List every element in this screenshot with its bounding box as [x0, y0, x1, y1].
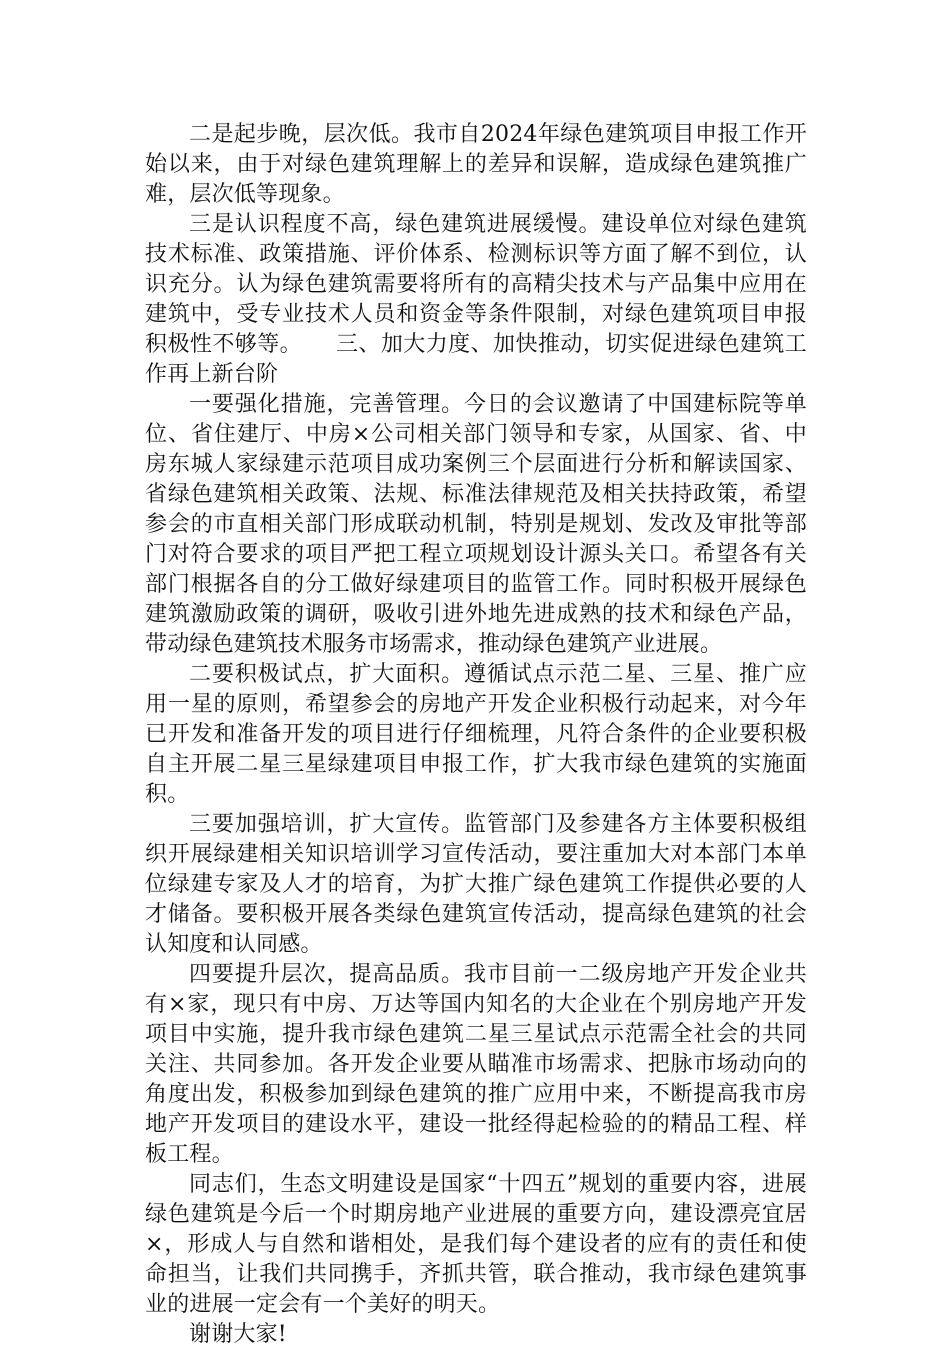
document-body	[145, 120, 807, 1350]
paragraph-3: 一要强化措施，完善管理。今日的会议邀请了中国建标院等单位、省住建厅、中房×公司相关部门领导和专家，从国家、省、中房东城人家绿建示范项目成功案例三个层面进行分析和解读国家、省绿色建筑相关政策、法规、标准法律规范及相关扶持政策，希望参会的市直相关部门形成联动机制，特别是规划、发改及审批等部门对符合要求的项目严把工程立项规划设计源头关口。希望各有关部门根据各自的分工做好绿建项目的监管工作。同时积极开展绿色建筑激励政策的调研，吸收引进外地先进成熟的技术和绿色产品，带动绿色建筑技术服务市场需求，推动绿色建筑产业进展。	[145, 392, 807, 657]
paragraph-4: 二要积极试点，扩大面积。遵循试点示范二星、三星、推广应用一星的原则，希望参会的房地产开发企业积极行动起来，对今年已开发和准备开发的项目进行仔细梳理，凡符合条件的企业要积极自主开展二星三星绿建项目申报工作，扩大我市绿色建筑的实施面积。	[145, 662, 807, 807]
paragraph-5: 三要加强培训，扩大宣传。监管部门及参建各方主体要积极组织开展绿建相关知识培训学习宣传活动，要注重加大对本部门本单位绿建专家及人才的培育，为扩大推广绿色建筑工作提供必要的人才储备。要积极开展各类绿色建筑宣传活动，提高绿色建筑的社会认知度和认同感。	[145, 812, 807, 957]
closing-line: 谢谢大家!	[189, 1322, 287, 1347]
paragraph-1: 二是起步晚，层次低。我市自2024年绿色建筑项目申报工作开始以来，由于对绿色建筑理解上的差异和误解，造成绿色建筑推广难，层次低等现象。	[145, 122, 807, 207]
paragraph-7: 同志们，生态文明建设是国家“十四五”规划的重要内容，进展绿色建筑是今后一个时期房地产业进展的重要方向，建设漂亮宜居×，形成人与自然和谐相处，是我们每个建设者的应有的责任和使命担当，让我们共同携手，齐抓共管，联合推动，我市绿色建筑事业的进展一定会有一个美好的明天。	[145, 1172, 807, 1317]
paragraph-6: 四要提升层次，提高品质。我市目前一二级房地产开发企业共有×家，现只有中房、万达等国内知名的大企业在个别房地产开发项目中实施，提升我市绿色建筑二星三星试点示范需全社会的共同关注、共同参加。各开发企业要从瞄准市场需求、把脉市场动向的角度出发，积极参加到绿色建筑的推广应用中来，不断提高我市房地产开发项目的建设水平，建设一批经得起检验的的精品工程、样板工程。	[145, 962, 807, 1167]
paragraph-2: 三是认识程度不高，绿色建筑进展缓慢。建设单位对绿色建筑技术标准、政策措施、评价体系、检测标识等方面了解不到位，认识充分。认为绿色建筑需要将所有的高精尖技术与产品集中应用在建筑中，受专业技术人员和资金等条件限制，对绿色建筑项目申报积极性不够等。 三、加大力度、加快推动，切实促进绿色建筑工作再上新台阶	[145, 212, 807, 387]
